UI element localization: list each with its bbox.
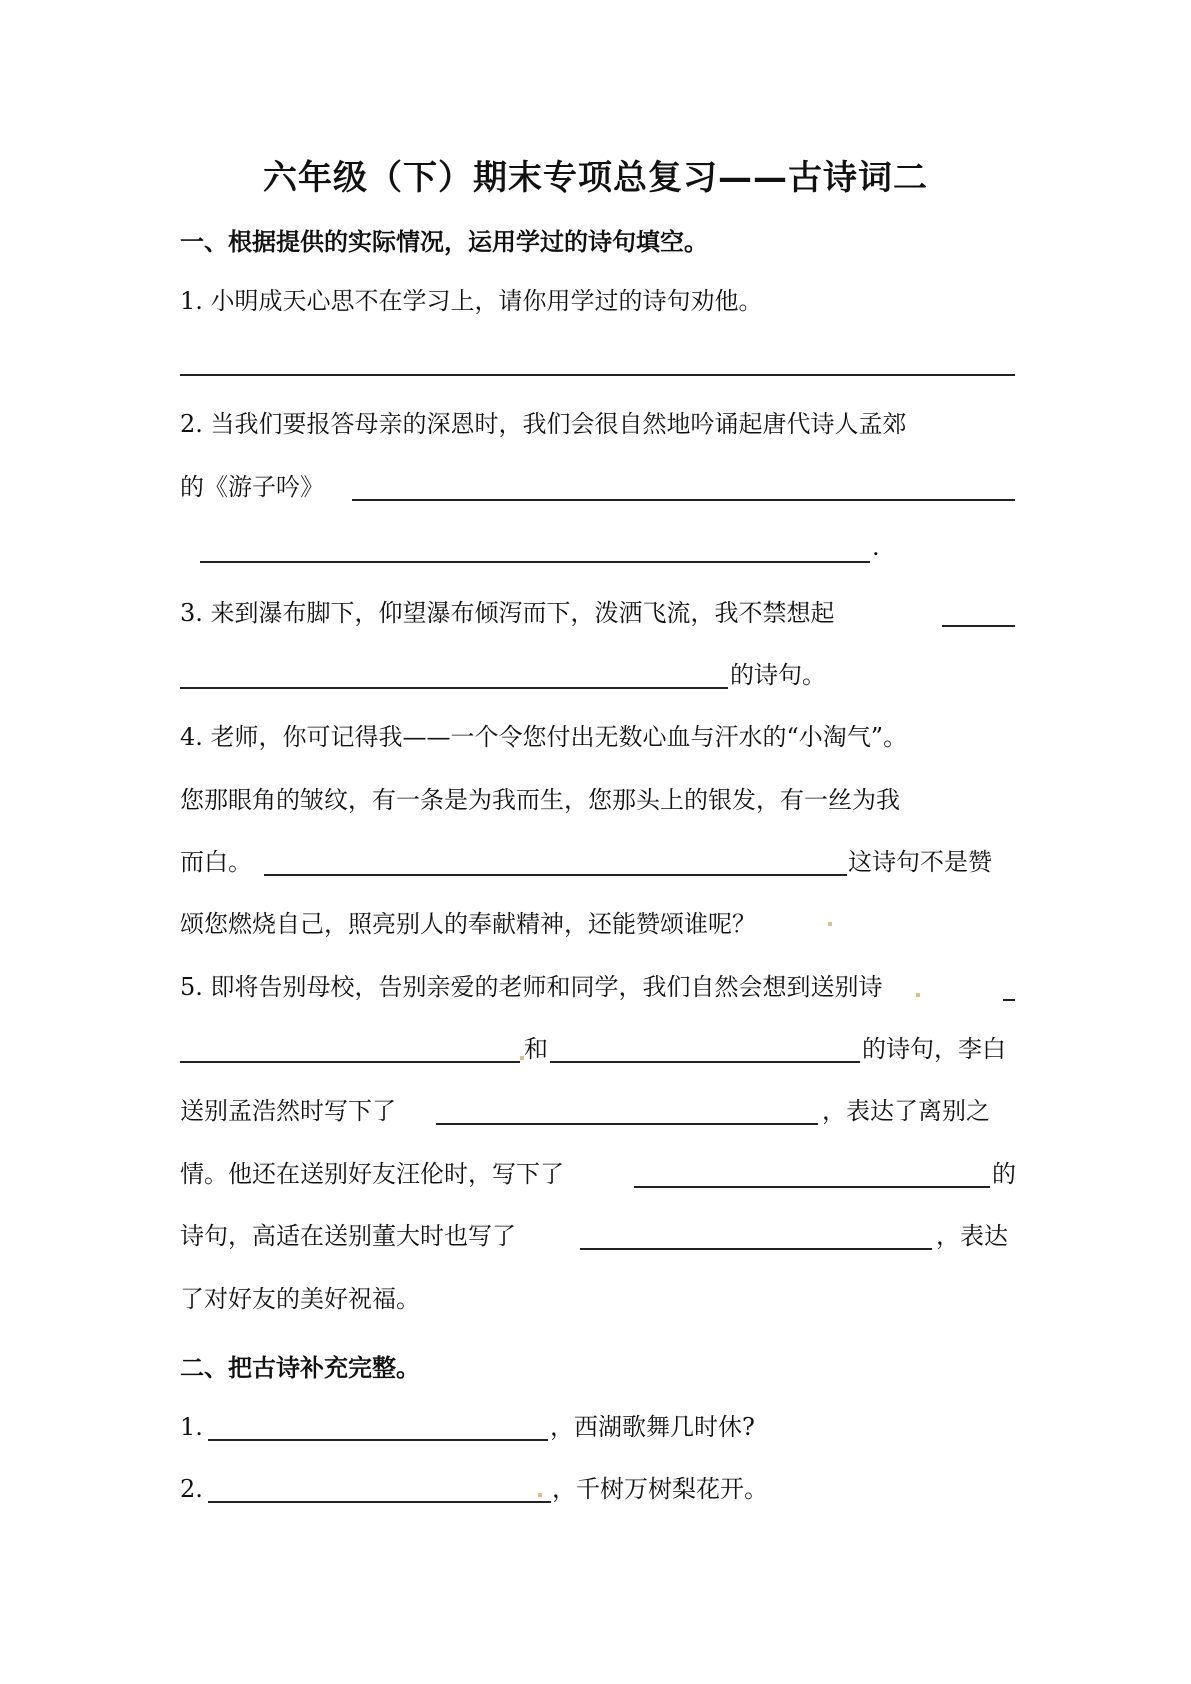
question-2-period: .	[872, 533, 880, 561]
scan-artifact	[916, 993, 920, 997]
question-1-text: 1. 小明成天心思不在学习上，请你用学过的诗句劝他。	[180, 287, 763, 315]
scan-artifact	[520, 1056, 524, 1060]
question-5-line-6: 了对好友的美好祝福。	[180, 1285, 420, 1313]
question-5-line-2-mid: 和	[524, 1035, 548, 1063]
question-5-line-3-prefix: 送别孟浩然时写下了	[180, 1097, 396, 1125]
question-5-line-1: 5. 即将告别母校，告别亲爱的老师和同学，我们自然会想到送别诗	[180, 973, 883, 1001]
answer-blank-q3-a[interactable]	[942, 625, 1015, 627]
question-5-line-4-suffix: 的	[992, 1160, 1016, 1188]
question-5-line-4-prefix: 情。他还在送别好友汪伦时，写下了	[180, 1160, 564, 1188]
question-4-line-1: 4. 老师，你可记得我——一个令您付出无数心血与汗水的“小淘气”。	[180, 723, 908, 751]
question-5-line-5-prefix: 诗句，高适在送别董大时也写了	[180, 1222, 516, 1250]
question-3-line-2-suffix: 的诗句。	[730, 661, 826, 689]
question-5-line-5-suffix: ，表达	[936, 1222, 1008, 1250]
answer-blank-poem-2[interactable]	[208, 1501, 551, 1503]
answer-blank-q2-a[interactable]	[352, 499, 1015, 501]
question-4-line-4: 颂您燃烧自己，照亮别人的奉献精神，还能赞颂谁呢？	[180, 910, 756, 938]
question-5-line-2-suffix: 的诗句，李白	[862, 1035, 1006, 1063]
answer-blank-q5-a[interactable]	[180, 1061, 520, 1063]
scan-artifact	[538, 1493, 542, 1497]
question-5-line-3-suffix: ，表达了离别之	[822, 1097, 990, 1125]
answer-blank-q5-e[interactable]	[580, 1248, 932, 1250]
answer-blank-poem-1[interactable]	[208, 1439, 548, 1441]
answer-blank-q5-b[interactable]	[550, 1061, 860, 1063]
question-4-line-3-prefix: 而白。	[180, 848, 252, 876]
poem-1-suffix: ，西湖歌舞几时休?	[550, 1413, 755, 1441]
question-2-line-2-prefix: 的《游子吟》	[180, 473, 324, 501]
answer-blank-q3-b[interactable]	[180, 687, 728, 689]
question-2-line-1: 2. 当我们要报答母亲的深恩时，我们会很自然地吟诵起唐代诗人孟郊	[180, 410, 907, 438]
answer-blank-q5-d[interactable]	[634, 1186, 990, 1188]
answer-blank-q2-b[interactable]	[200, 561, 870, 563]
answer-blank-q5-a-start[interactable]	[1003, 999, 1015, 1001]
answer-blank-q4[interactable]	[264, 874, 847, 876]
section-2-heading: 二、把古诗补充完整。	[180, 1354, 420, 1382]
answer-blank-q5-c[interactable]	[436, 1123, 818, 1125]
section-1-heading: 一、根据提供的实际情况，运用学过的诗句填空。	[180, 228, 708, 256]
poem-2-number: 2.	[180, 1475, 203, 1503]
question-4-line-3-suffix: 这诗句不是赞	[848, 848, 992, 876]
question-4-line-2: 您那眼角的皱纹，有一条是为我而生，您那头上的银发，有一丝为我	[180, 786, 900, 814]
page-title: 六年级（下）期末专项总复习——古诗词二	[263, 158, 928, 198]
answer-blank-q1[interactable]	[180, 374, 1015, 376]
poem-1-number: 1.	[180, 1413, 203, 1441]
question-3-line-1: 3. 来到瀑布脚下，仰望瀑布倾泻而下，泼洒飞流，我不禁想起	[180, 599, 835, 627]
poem-2-suffix: ，千树万树梨花开。	[552, 1475, 768, 1503]
scan-artifact	[828, 922, 832, 926]
